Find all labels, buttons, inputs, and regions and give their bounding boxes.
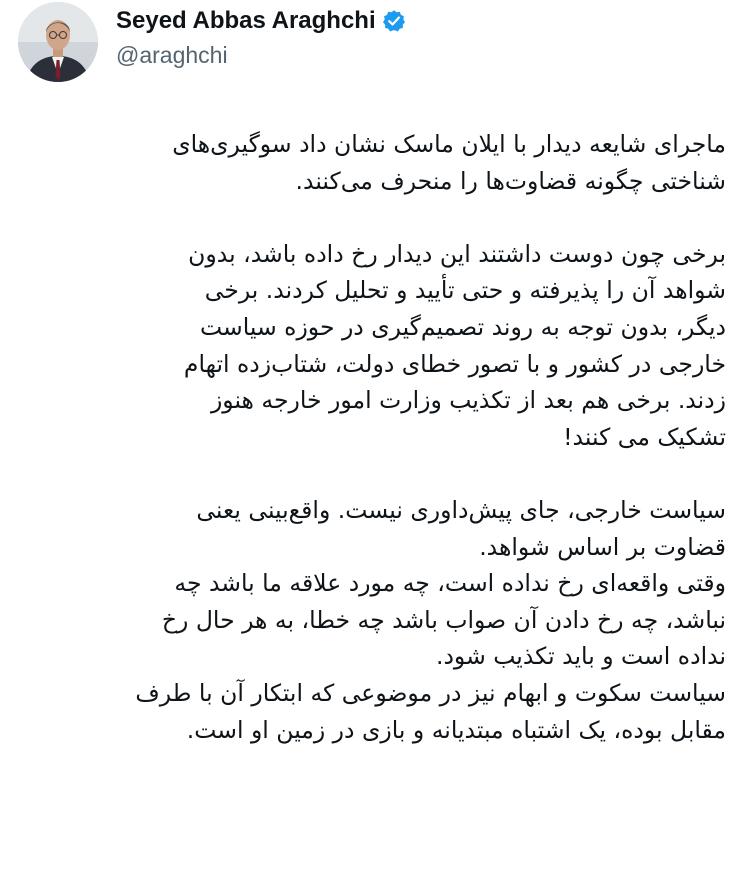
profile-photo-icon [18, 2, 98, 82]
text-line: تشکیک می کنند! [563, 422, 726, 451]
avatar[interactable] [18, 2, 98, 82]
text-line: نداده است و باید تکذیب شود. [436, 642, 726, 671]
text-line: نباشد، چه رخ دادن آن صواب باشد چه خطا، به هر حال رخ [161, 605, 726, 634]
text-line: سیاست سکوت و ابهام نیز در موضوعی که ابتکار آن با طرف [135, 678, 726, 707]
display-name-row [116, 6, 406, 36]
tweet-header [0, 0, 750, 84]
text-line: قضاوت بر اساس شواهد. [479, 532, 726, 561]
display-name[interactable]: Seyed Abbas Araghchi [116, 7, 376, 34]
text-line: شواهد آن را پذیرفته و حتی تأیید و تحلیل کردند. برخی [204, 276, 726, 305]
verified-badge-icon [382, 9, 406, 33]
paragraph-2 [26, 236, 726, 456]
author-names [116, 6, 406, 69]
text-line: دیگر، بدون توجه به روند تصمیم‌گیری در حوزه سیاست [199, 312, 726, 341]
tweet-text [26, 126, 726, 748]
paragraph-3 [26, 492, 726, 748]
text-line: ماجرای شایعه دیدار با ایلان ماسک نشان داد سوگیری‌های [172, 130, 726, 158]
text-line: مقابل بوده، یک اشتباه مبتدیانه و بازی در زمین او است. [186, 715, 726, 744]
text-line: خارجی در کشور و با تصور خطای دولت، شتاب‌زده اتهام [183, 349, 726, 378]
paragraph-gap [26, 455, 726, 492]
author-handle[interactable]: @araghchi [116, 42, 228, 68]
text-line: زدند. برخی هم بعد از تکذیب وزارت امور خارجه هنوز [210, 386, 726, 415]
text-line: شناختی چگونه قضاوت‌ها را منحرف می‌کنند. [295, 166, 726, 195]
text-line: برخی چون دوست داشتند این دیدار رخ داده باشد، بدون [188, 239, 726, 268]
paragraph-1 [26, 126, 726, 199]
text-line: سیاست خارجی، جای پیش‌داوری نیست. واقع‌بینی یعنی [196, 495, 726, 524]
text-line: وقتی واقعه‌ای رخ نداده است، چه مورد علاقه ما باشد چه [174, 569, 726, 598]
paragraph-gap [26, 199, 726, 236]
